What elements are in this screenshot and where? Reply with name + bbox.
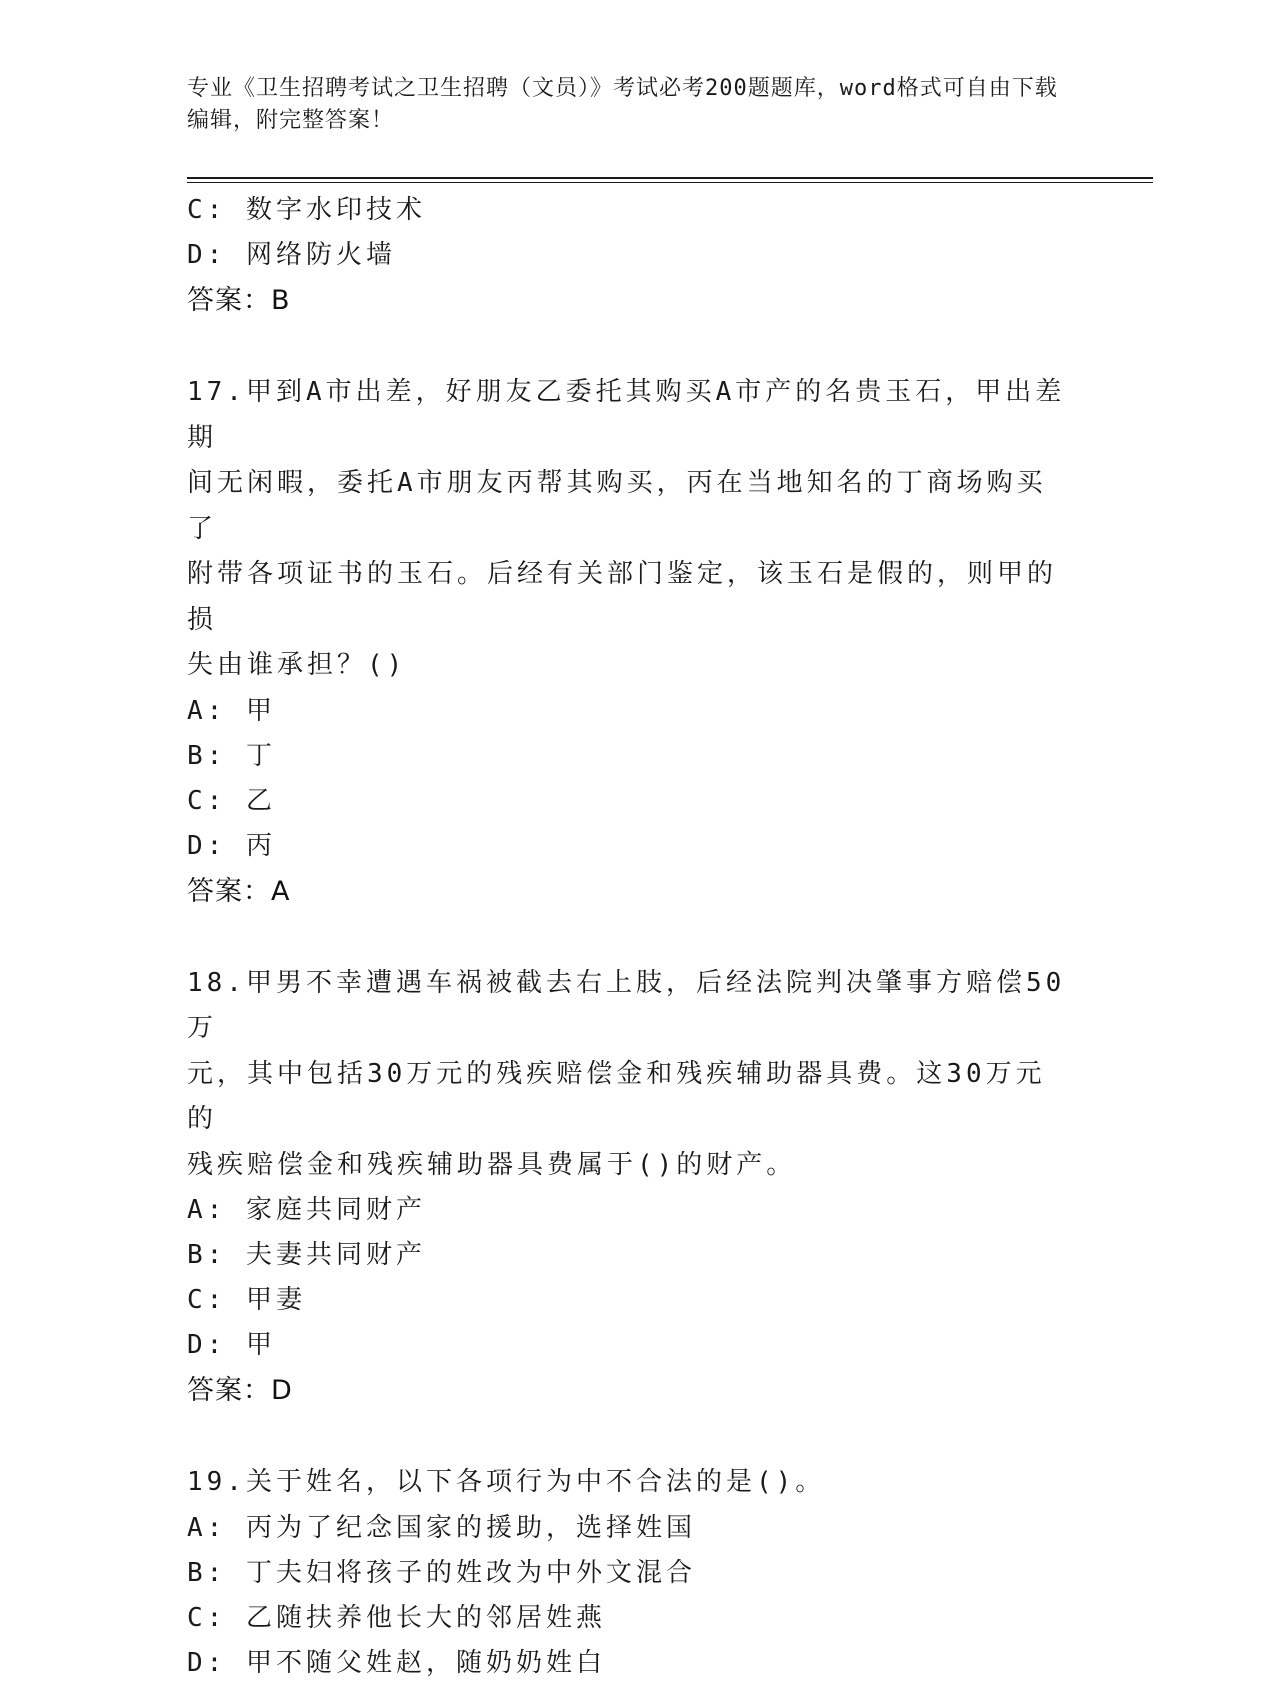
question-list [187,188,1087,1686]
answer: 答案：B [187,285,291,316]
question-16-tail [187,188,1087,323]
header-rule-thin [187,182,1153,183]
option-a: A: 丙为了纪念国家的援助，选择姓国 [187,1512,696,1543]
question-text: 18.甲男不幸遭遇车祸被截去右上肢，后经法院判决肇事方赔偿50万 元，其中包括30万元的残疾赔偿金和残疾辅助器具费。这30万元的 残疾赔偿金和残疾辅助器具费属于()的财产。 [187,967,1066,1180]
option-a: A: 甲 [187,695,276,726]
option-d: D: 丙 [187,830,276,861]
option-c: C: 甲妻 [187,1285,306,1315]
option-d: D: 网络防火墙 [187,240,396,270]
option-a: A: 家庭共同财产 [187,1195,426,1225]
answer: 答案：D [187,1375,293,1406]
option-d: D: 甲不随父姓赵，随奶奶姓白 [187,1647,606,1678]
question-19 [187,1460,1087,1686]
option-c: C: 数字水印技术 [187,195,426,225]
header-text: 专业《卫生招聘考试之卫生招聘（文员）》考试必考200题题库，word格式可自由下载编辑，附完整答案！ [187,76,1058,133]
option-b: B: 夫妻共同财产 [187,1240,426,1270]
question-text: 19.关于姓名，以下各项行为中不合法的是()。 [187,1467,826,1497]
question-18 [187,961,1087,1414]
question-17 [187,370,1087,914]
answer: 答案：A [187,875,291,907]
option-b: B: 丁 [187,740,276,771]
option-d: D: 甲 [187,1330,276,1360]
header-rule-thick [187,177,1153,179]
option-c: C: 乙随扶养他长大的邻居姓燕 [187,1602,606,1633]
option-b: B: 丁夫妇将孩子的姓改为中外文混合 [187,1557,696,1588]
question-text: 17.甲到A市出差，好朋友乙委托其购买A市产的名贵玉石，甲出差期 间无闲暇，委托A市朋友丙帮其购买，丙在当地知名的丁商场购买了 附带各项证书的玉石。后经有关部门鉴定，该玉石是假的，则甲的损 失由谁承担？() [187,377,1066,680]
option-c: C: 乙 [187,785,276,816]
document-header [187,73,1067,137]
